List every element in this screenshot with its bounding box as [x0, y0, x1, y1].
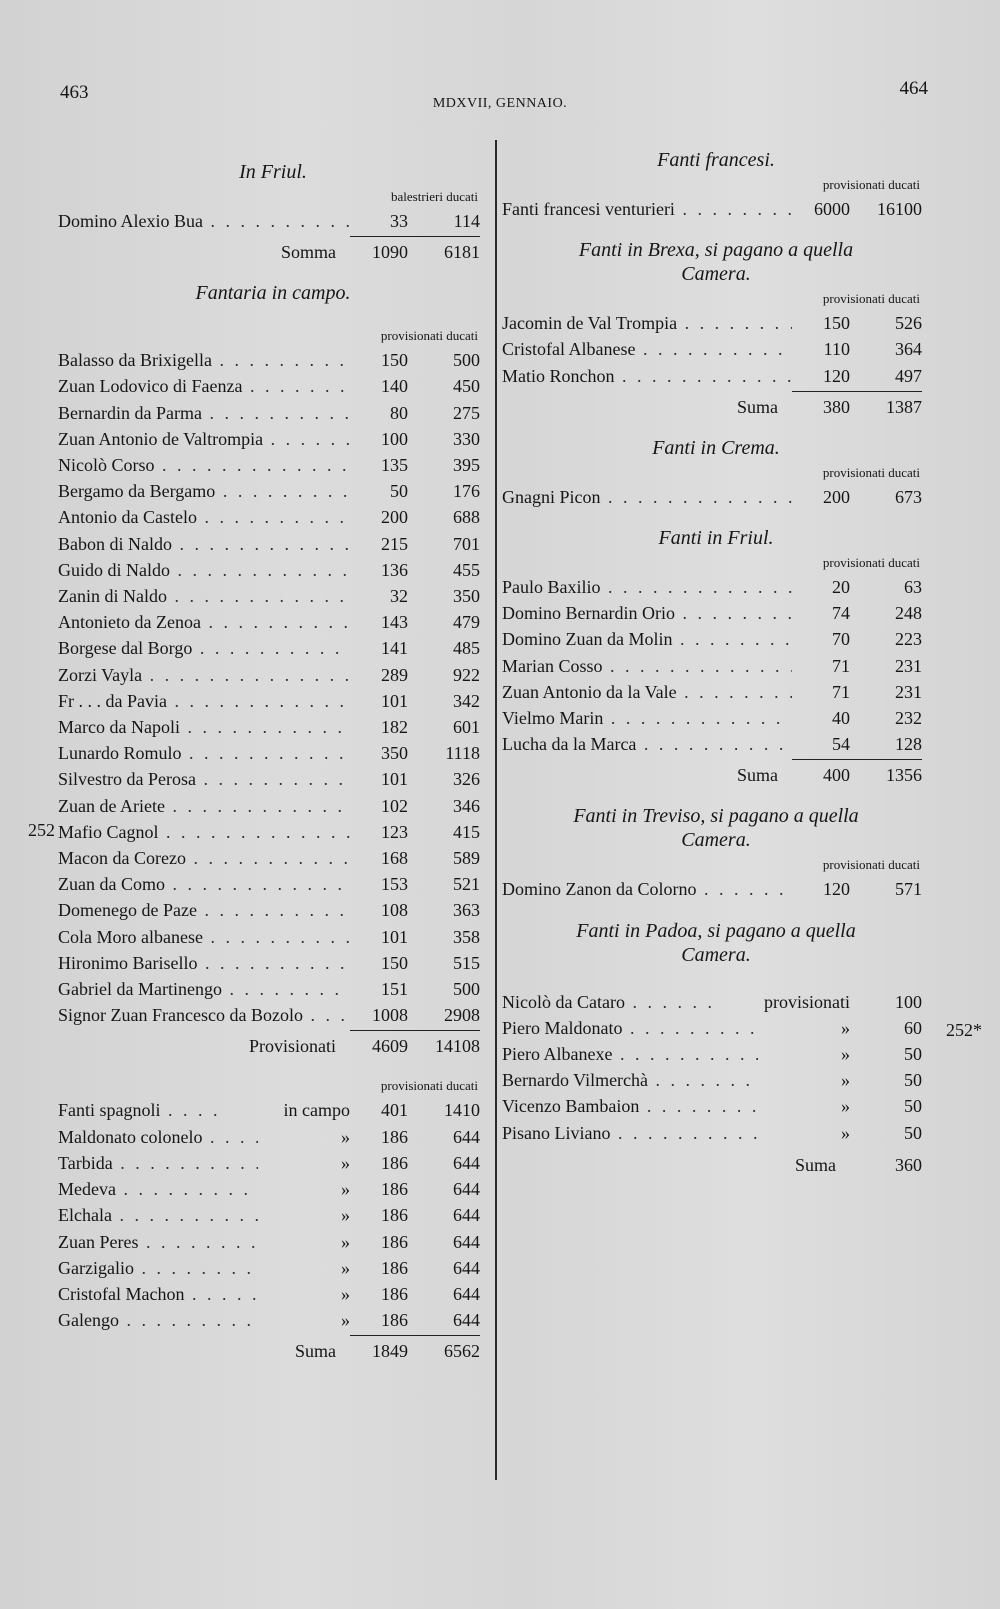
- entry-name: Fanti spagnoli . . .: [58, 1097, 222, 1123]
- sum-label: Suma: [794, 1154, 836, 1175]
- entry-value-2: 500: [453, 979, 480, 1000]
- padoa-rows: [502, 989, 930, 1146]
- entry-value-1: 100: [381, 428, 408, 449]
- entry-value-2: 701: [453, 533, 480, 554]
- entry-value-1: 186: [381, 1152, 408, 1173]
- entry-value-2: 644: [453, 1283, 480, 1304]
- entry-name: Piero Albanexe . . .: [502, 1041, 758, 1067]
- entry-value-1: 54: [832, 734, 850, 755]
- sum-value-1: 1849: [372, 1341, 408, 1362]
- entry-note: in campo: [283, 1100, 350, 1121]
- entry-value-2: 644: [453, 1310, 480, 1331]
- sum-label: Suma: [294, 1341, 336, 1362]
- entry-note: provisionati: [764, 991, 850, 1012]
- table-row: [58, 635, 488, 661]
- entry-name: Zuan Antonio da la Vale . . .: [502, 679, 792, 705]
- table-row: [58, 531, 488, 557]
- entry-value-2: 326: [453, 769, 480, 790]
- column-divider: [495, 140, 497, 1480]
- entry-name: Guido di Naldo . . .: [58, 557, 350, 583]
- table-row: [58, 1307, 488, 1333]
- table-row: [58, 1281, 488, 1307]
- table-row: [58, 950, 488, 976]
- entry-name: Cristofal Machon . . .: [58, 1281, 258, 1307]
- table-row: [58, 1150, 488, 1176]
- table-row: [502, 989, 930, 1015]
- entry-name: Bernardo Vilmerchà . . .: [502, 1067, 758, 1093]
- entry-value-2: 358: [453, 926, 480, 947]
- table-row: [502, 574, 930, 600]
- table-row: [58, 347, 488, 373]
- table-row: [58, 1124, 488, 1150]
- entry-value-2: 231: [895, 681, 922, 702]
- table-row: [58, 1255, 488, 1281]
- entry-note: »: [341, 1126, 350, 1147]
- entry-value-1: 40: [832, 708, 850, 729]
- entry-value-2: 589: [453, 848, 480, 869]
- entry-value-1: 141: [381, 638, 408, 659]
- table-row: [58, 688, 488, 714]
- table-row: [502, 1067, 930, 1093]
- entry-note: »: [341, 1179, 350, 1200]
- table-row: [502, 626, 930, 652]
- entry-value-1: 70: [832, 629, 850, 650]
- column-header: provisionati ducati: [822, 857, 920, 873]
- entry-name: Lunardo Romulo . . .: [58, 740, 350, 766]
- entry-value-1: 123: [381, 821, 408, 842]
- entry-value-2: 50: [904, 1044, 922, 1065]
- entry-value-1: 20: [832, 577, 850, 598]
- entry-value-2: 363: [453, 900, 480, 921]
- sum-value-2: 1387: [886, 396, 922, 417]
- entry-name: Bergamo da Bergamo . . .: [58, 478, 350, 504]
- entry-name: Mafio Cagnol . . .: [58, 819, 350, 845]
- table-row: [58, 478, 488, 504]
- entry-name: Silvestro da Perosa . . .: [58, 766, 350, 792]
- entry-value-1: 80: [390, 402, 408, 423]
- table-row: [502, 705, 930, 731]
- entry-value-2: 176: [453, 481, 480, 502]
- sum-row: [502, 1152, 930, 1178]
- entry-name: Paulo Baxilio . . .: [502, 574, 792, 600]
- sum-value-1: 380: [823, 396, 850, 417]
- entry-value-1: 120: [823, 365, 850, 386]
- sum-value-2: 6562: [444, 1341, 480, 1362]
- entry-name: Gabriel da Martinengo . . .: [58, 976, 350, 1002]
- treviso-rows: [502, 876, 930, 902]
- table-row: [58, 1176, 488, 1202]
- entry-value-2: 2908: [444, 1005, 480, 1026]
- entry-name: Domino Alexio Bua . . .: [58, 208, 350, 234]
- left-margin-note: 252: [28, 820, 55, 840]
- table-row: [58, 609, 488, 635]
- entry-value-1: 401: [381, 1100, 408, 1121]
- friul-rows: [58, 208, 488, 234]
- sum-value: 360: [895, 1154, 922, 1175]
- entry-note: »: [841, 1070, 850, 1091]
- sum-row: [502, 394, 930, 420]
- entry-name: Cristofal Albanese . . .: [502, 336, 792, 362]
- left-column: [58, 140, 488, 1364]
- entry-value-1: 101: [381, 926, 408, 947]
- spagnoli-rows: [58, 1097, 488, 1333]
- entry-name: Zuan Peres . . .: [58, 1229, 258, 1255]
- entry-value-2: 500: [453, 350, 480, 371]
- entry-name: Medeva . . .: [58, 1176, 258, 1202]
- entry-name: Maldonato colonelo . . .: [58, 1124, 258, 1150]
- entry-value-2: 342: [453, 690, 480, 711]
- table-row: [502, 679, 930, 705]
- table-row: [502, 1015, 930, 1041]
- entry-value-2: 16100: [877, 199, 922, 219]
- entry-name: Tarbida . . .: [58, 1150, 258, 1176]
- entry-name: Signor Zuan Francesco da Bozolo . . .: [58, 1002, 350, 1028]
- entry-name: Domenego de Paze . . .: [58, 897, 350, 923]
- entry-value-2: 673: [895, 486, 922, 507]
- entry-name: Vicenzo Bambaion . . .: [502, 1093, 758, 1119]
- table-row: [58, 793, 488, 819]
- entry-value-2: 644: [453, 1152, 480, 1173]
- entry-value-1: 150: [381, 350, 408, 371]
- sum-value-2: 6181: [444, 242, 480, 263]
- entry-value-2: 479: [453, 612, 480, 633]
- entry-note: »: [341, 1205, 350, 1226]
- sum-rule: [792, 391, 922, 392]
- entry-value-1: 101: [381, 690, 408, 711]
- entry-value-2: 644: [453, 1257, 480, 1278]
- entry-value-1: 150: [381, 952, 408, 973]
- entry-value-2: 364: [895, 339, 922, 360]
- entry-value-1: 186: [381, 1205, 408, 1226]
- entry-value-1: 143: [381, 612, 408, 633]
- entry-name: Antonio da Castelo . . .: [58, 504, 350, 530]
- entry-value-1: 350: [381, 743, 408, 764]
- entry-value-2: 688: [453, 507, 480, 528]
- entry-note: »: [841, 1096, 850, 1117]
- entry-value-2: 223: [895, 629, 922, 650]
- entry-value-2: 1410: [444, 1100, 480, 1121]
- entry-note: »: [341, 1231, 350, 1252]
- table-row: [502, 363, 930, 389]
- entry-value-2: 485: [453, 638, 480, 659]
- entry-value-2: 248: [895, 603, 922, 624]
- entry-value-2: 114: [453, 211, 480, 231]
- table-row: [58, 662, 488, 688]
- entry-name: Borgese dal Borgo . . .: [58, 635, 350, 661]
- left-page-number: 463: [60, 82, 89, 103]
- entry-name: Vielmo Marin . . .: [502, 705, 792, 731]
- entry-name: Zuan Lodovico di Faenza . . .: [58, 373, 350, 399]
- entry-name: Pisano Liviano . . .: [502, 1120, 758, 1146]
- table-row: [58, 897, 488, 923]
- entry-value-2: 415: [453, 821, 480, 842]
- entry-value-1: 153: [381, 874, 408, 895]
- running-title: MDXVII, GENNAIO.: [432, 96, 568, 111]
- entry-value-1: 32: [390, 586, 408, 607]
- entry-value-1: 1008: [372, 1005, 408, 1026]
- sum-row: [58, 1033, 488, 1059]
- sum-value-1: 1090: [372, 242, 408, 263]
- entry-value-1: 71: [832, 655, 850, 676]
- table-row: [502, 310, 930, 336]
- entry-name: Zuan da Como . . .: [58, 871, 350, 897]
- table-row: [58, 1229, 488, 1255]
- entry-value-1: 186: [381, 1310, 408, 1331]
- entry-value-2: 455: [453, 559, 480, 580]
- entry-value-1: 200: [381, 507, 408, 528]
- entry-value-1: 200: [823, 486, 850, 507]
- column-header: provisionati ducati: [380, 328, 478, 344]
- entry-value-1: 136: [381, 559, 408, 580]
- entry-note: »: [841, 1122, 850, 1143]
- sum-value-1: 4609: [372, 1036, 408, 1057]
- entry-name: Jacomin de Val Trompia . . .: [502, 310, 792, 336]
- column-header: provisionati ducati: [380, 1078, 478, 1094]
- entry-value-2: 50: [904, 1096, 922, 1117]
- entry-value-1: 186: [381, 1231, 408, 1252]
- sum-label: Suma: [736, 765, 778, 786]
- entry-name: Balasso da Brixigella . . .: [58, 347, 350, 373]
- right-column: [502, 140, 930, 1178]
- column-header: provisionati ducati: [822, 291, 920, 307]
- sum-value-1: 400: [823, 765, 850, 786]
- entry-value-1: 33: [390, 211, 408, 231]
- section-heading-treviso: Fanti in Treviso, si pagano a quella Camera.: [573, 805, 859, 852]
- entry-name: Zuan Antonio de Valtrompia . . .: [58, 426, 350, 452]
- entry-value-2: 515: [453, 952, 480, 973]
- table-row: [502, 196, 930, 222]
- entry-name: Fanti francesi venturieri . . .: [502, 196, 792, 222]
- entry-value-1: 186: [381, 1283, 408, 1304]
- entry-name: Fr . . . da Pavia . . .: [58, 688, 350, 714]
- francesi-rows: [502, 196, 930, 222]
- entry-name: Zanin di Naldo . . .: [58, 583, 350, 609]
- entry-name: Lucha da la Marca . . .: [502, 731, 792, 757]
- table-row: [58, 740, 488, 766]
- entry-name: Bernardin da Parma . . .: [58, 400, 350, 426]
- entry-value-1: 186: [381, 1126, 408, 1147]
- sum-value-2: 14108: [435, 1036, 480, 1057]
- table-row: [58, 583, 488, 609]
- entry-name: Domino Zuan da Molin . . .: [502, 626, 792, 652]
- sum-row: [58, 1338, 488, 1364]
- entry-value-2: 1118: [445, 743, 480, 764]
- entry-note: »: [341, 1283, 350, 1304]
- section-heading-brexa: Fanti in Brexa, si pagano a quella Camera.: [578, 239, 854, 286]
- entry-value-2: 350: [453, 586, 480, 607]
- column-header: provisionati ducati: [822, 177, 920, 192]
- entry-value-1: 151: [381, 979, 408, 1000]
- section-heading-fantaria: Fantaria in campo.: [195, 282, 351, 305]
- fantaria-rows: [58, 347, 488, 1028]
- entry-name: Cola Moro albanese . . .: [58, 924, 350, 950]
- table-row: [502, 1093, 930, 1119]
- crema-rows: [502, 484, 930, 510]
- entry-value-1: 74: [832, 603, 850, 624]
- right-margin-note: 252*: [946, 1020, 982, 1040]
- table-row: [502, 876, 930, 902]
- column-header: balestrieri ducati: [391, 189, 478, 204]
- entry-value-2: 601: [453, 717, 480, 738]
- entry-name: Babon di Naldo . . .: [58, 531, 350, 557]
- entry-value-1: 6000: [814, 199, 850, 219]
- table-row: [502, 1041, 930, 1067]
- table-row: [58, 714, 488, 740]
- entry-name: Elchala . . .: [58, 1202, 258, 1228]
- entry-value-2: 526: [895, 313, 922, 334]
- entry-value-2: 450: [453, 376, 480, 397]
- entry-name: Galengo . . .: [58, 1307, 258, 1333]
- entry-value-2: 644: [453, 1231, 480, 1252]
- table-row: [502, 484, 930, 510]
- sum-value-2: 1356: [886, 765, 922, 786]
- table-row: [502, 731, 930, 757]
- entry-name: Antonieto da Zenoa . . .: [58, 609, 350, 635]
- table-row: [58, 426, 488, 452]
- entry-value-1: 101: [381, 769, 408, 790]
- entry-value-1: 186: [381, 1257, 408, 1278]
- entry-value-2: 644: [453, 1205, 480, 1226]
- table-row: [58, 819, 488, 845]
- entry-name: Nicolò Corso . . .: [58, 452, 350, 478]
- entry-value-2: 232: [895, 708, 922, 729]
- sum-label: Provisionati: [248, 1036, 336, 1057]
- table-row: [58, 766, 488, 792]
- entry-note: »: [341, 1152, 350, 1173]
- entry-name: Zorzi Vayla . . .: [58, 662, 350, 688]
- table-row: [58, 400, 488, 426]
- column-header: provisionati ducati: [822, 555, 920, 571]
- entry-value-2: 128: [895, 734, 922, 755]
- entry-name: Zuan de Ariete . . .: [58, 793, 350, 819]
- entry-value-2: 922: [453, 664, 480, 685]
- table-row: [58, 208, 488, 234]
- entry-name: Garzigalio . . .: [58, 1255, 258, 1281]
- entry-value-1: 168: [381, 848, 408, 869]
- table-row: [58, 924, 488, 950]
- entry-value-1: 215: [381, 533, 408, 554]
- table-row: [502, 653, 930, 679]
- entry-name: Marian Cosso . . .: [502, 653, 792, 679]
- sum-rule: [350, 236, 480, 237]
- sum-rule: [792, 759, 922, 760]
- sum-row: [58, 239, 488, 265]
- sum-label: Suma: [736, 396, 778, 417]
- section-heading-padoa: Fanti in Padoa, si pagano a quella Camera.: [576, 919, 856, 966]
- entry-value-1: 140: [381, 376, 408, 397]
- entry-value-2: 50: [904, 1122, 922, 1143]
- entry-value-1: 150: [823, 313, 850, 334]
- table-row: [58, 1202, 488, 1228]
- entry-value-1: 289: [381, 664, 408, 685]
- brexa-rows: [502, 310, 930, 389]
- entry-note: »: [841, 1044, 850, 1065]
- entry-value-2: 100: [895, 991, 922, 1012]
- section-heading-friul: In Friul.: [239, 161, 307, 183]
- table-row: [502, 600, 930, 626]
- entry-value-2: 63: [904, 577, 922, 598]
- entry-value-1: 135: [381, 455, 408, 476]
- sum-label: Somma: [280, 242, 336, 263]
- sum-rule: [350, 1335, 480, 1336]
- table-row: [58, 871, 488, 897]
- table-row: [58, 1097, 488, 1123]
- entry-value-2: 275: [453, 402, 480, 423]
- entry-value-2: 346: [453, 795, 480, 816]
- entry-value-1: 182: [381, 717, 408, 738]
- entry-name: Marco da Napoli . . .: [58, 714, 350, 740]
- entry-name: Piero Maldonato . . .: [502, 1015, 758, 1041]
- table-row: [502, 1120, 930, 1146]
- sum-row: [502, 762, 930, 788]
- entry-value-1: 102: [381, 795, 408, 816]
- entry-note: »: [841, 1017, 850, 1038]
- entry-value-2: 497: [895, 365, 922, 386]
- entry-name: Hironimo Barisello . . .: [58, 950, 350, 976]
- entry-name: Matio Ronchon . . .: [502, 363, 792, 389]
- entry-value-2: 330: [453, 428, 480, 449]
- entry-value-1: 71: [832, 681, 850, 702]
- entry-value-2: 644: [453, 1179, 480, 1200]
- table-row: [502, 336, 930, 362]
- table-row: [58, 976, 488, 1002]
- entry-value-1: 120: [823, 879, 850, 900]
- entry-value-2: 60: [904, 1017, 922, 1038]
- section-heading-crema: Fanti in Crema.: [652, 436, 780, 459]
- entry-value-2: 521: [453, 874, 480, 895]
- entry-value-1: 110: [823, 339, 850, 360]
- friul-right-rows: [502, 574, 930, 757]
- entry-value-2: 571: [895, 879, 922, 900]
- section-heading-francesi: Fanti francesi.: [657, 149, 775, 171]
- table-row: [58, 557, 488, 583]
- table-row: [58, 845, 488, 871]
- table-row: [58, 504, 488, 530]
- entry-note: »: [341, 1257, 350, 1278]
- table-row: [58, 1002, 488, 1028]
- sum-rule: [350, 1030, 480, 1031]
- entry-note: »: [341, 1310, 350, 1331]
- entry-name: Domino Zanon da Colorno . . .: [502, 876, 792, 902]
- entry-value-1: 108: [381, 900, 408, 921]
- entry-name: Domino Bernardin Orio . . .: [502, 600, 792, 626]
- table-row: [58, 373, 488, 399]
- entry-name: Macon da Corezo . . .: [58, 845, 350, 871]
- entry-value-2: 644: [453, 1126, 480, 1147]
- entry-value-1: 186: [381, 1179, 408, 1200]
- entry-name: Gnagni Picon . . .: [502, 484, 792, 510]
- entry-value-2: 395: [453, 455, 480, 476]
- entry-value-2: 50: [904, 1070, 922, 1091]
- table-row: [58, 452, 488, 478]
- entry-value-2: 231: [895, 655, 922, 676]
- entry-value-1: 50: [390, 481, 408, 502]
- right-page-number: 464: [899, 78, 928, 99]
- section-heading-friul-right: Fanti in Friul.: [658, 527, 774, 550]
- entry-name: Nicolò da Cataro . . .: [502, 989, 722, 1015]
- column-header: provisionati ducati: [822, 464, 920, 480]
